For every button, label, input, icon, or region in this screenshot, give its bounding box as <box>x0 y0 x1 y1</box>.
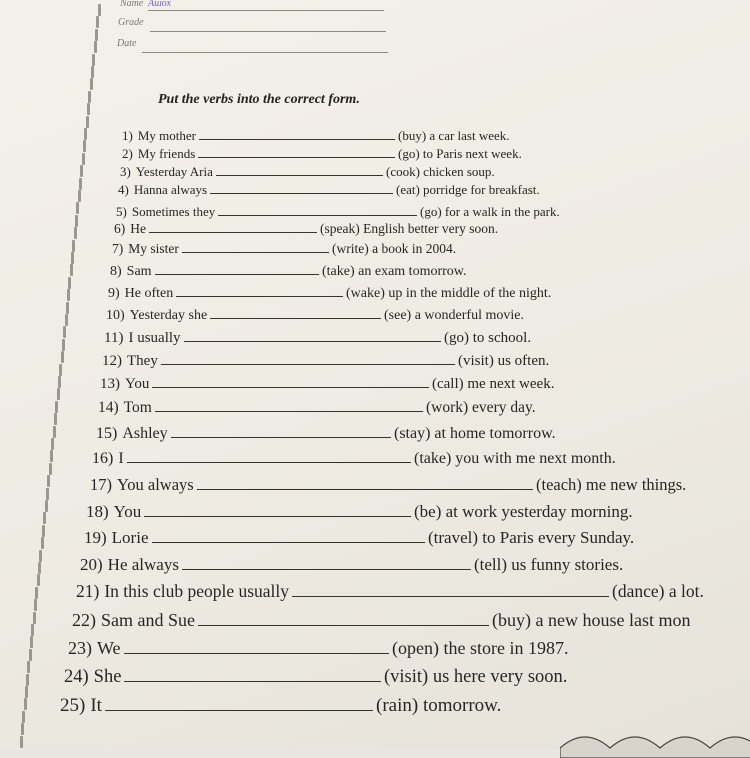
binding-hole <box>76 202 79 214</box>
exercise-number: 15) <box>96 425 118 443</box>
exercise-subject: Sometimes they <box>131 203 216 219</box>
answer-blank[interactable] <box>292 580 609 597</box>
instructions-title: Put the verbs into the correct form. <box>158 92 360 107</box>
binding-hole <box>67 289 70 301</box>
binding-hole <box>80 165 83 177</box>
verb-hint: (work) every day. <box>426 398 536 416</box>
binding-hole <box>37 574 40 586</box>
binding-hole <box>46 488 49 500</box>
exercise-row <box>92 448 616 468</box>
binding-hole <box>91 66 94 78</box>
answer-blank[interactable] <box>197 474 533 490</box>
answer-blank[interactable] <box>152 373 429 388</box>
verb-hint: (buy) a car last week. <box>398 127 510 143</box>
date-label: Date <box>117 38 137 49</box>
binding-hole <box>53 426 56 438</box>
verb-hint: (stay) at home tomorrow. <box>394 425 556 443</box>
exercise-number: 10) <box>106 307 125 323</box>
exercise-number: 23) <box>68 638 92 659</box>
binding-hole <box>87 103 90 115</box>
verb-hint: (rain) tomorrow. <box>376 695 502 717</box>
binding-hole <box>47 475 50 487</box>
verb-hint: (visit) us here very soon. <box>384 666 568 687</box>
verb-hint: (visit) us often. <box>458 352 550 369</box>
exercise-row <box>100 373 554 393</box>
exercise-number: 24) <box>64 666 89 687</box>
answer-blank[interactable] <box>155 261 319 275</box>
verb-hint: (write) a book in 2004. <box>332 241 457 257</box>
verb-hint: (take) you with me next month. <box>414 450 616 468</box>
binding-hole <box>54 413 57 425</box>
date-line <box>117 38 136 49</box>
binding-hole <box>24 698 27 710</box>
binding-hole <box>72 240 75 252</box>
exercise-subject: You <box>125 375 150 392</box>
verb-hint: (go) to school. <box>444 329 532 346</box>
binding-hole <box>39 550 42 562</box>
exercise-row <box>84 527 634 548</box>
exercise-row <box>122 127 510 144</box>
answer-blank[interactable] <box>198 145 395 158</box>
exercise-number: 13) <box>100 375 120 392</box>
binding-hole <box>63 326 66 338</box>
binding-hole <box>83 140 86 152</box>
answer-blank[interactable] <box>124 664 381 682</box>
binding-hole <box>45 500 48 512</box>
exercise-row <box>114 220 498 237</box>
exercise-subject: Yesterday Aria <box>135 163 213 179</box>
exercise-row <box>108 283 551 302</box>
exercise-number: 14) <box>98 398 119 416</box>
binding-hole <box>34 599 37 611</box>
exercise-number: 21) <box>76 580 100 601</box>
answer-blank[interactable] <box>176 283 343 297</box>
date-rule <box>142 52 388 53</box>
exercise-subject: He always <box>107 555 179 575</box>
binding-hole <box>29 649 32 661</box>
exercise-row <box>102 350 549 370</box>
binding-hole <box>58 376 61 388</box>
binding-hole <box>20 736 23 748</box>
binding-hole <box>31 624 34 636</box>
verb-hint: (take) an exam tomorrow. <box>322 263 467 279</box>
answer-blank[interactable] <box>182 240 329 253</box>
binding-hole <box>95 29 98 41</box>
binding-hole <box>90 78 93 90</box>
binding-hole <box>22 711 25 723</box>
verb-hint: (open) the store in 1987. <box>392 638 569 659</box>
answer-blank[interactable] <box>210 305 381 319</box>
binding-hole <box>27 661 30 673</box>
binding-hole <box>42 525 45 537</box>
name-value: Ашох <box>148 0 171 9</box>
exercise-subject: Hanna always <box>133 181 208 197</box>
answer-blank[interactable] <box>155 397 423 412</box>
name-line <box>120 0 143 9</box>
exercise-row <box>122 145 522 162</box>
exercise-number: 2) <box>122 145 133 161</box>
exercise-subject: My friends <box>137 145 196 161</box>
exercise-number: 19) <box>84 528 107 548</box>
verb-hint: (tell) us funny stories. <box>474 555 624 575</box>
exercise-row <box>116 203 560 220</box>
exercise-row <box>106 305 524 324</box>
exercise-number: 9) <box>108 285 120 301</box>
binding-hole <box>55 401 58 413</box>
binding-hole <box>25 686 28 698</box>
verb-hint: (dance) a lot. <box>612 580 704 601</box>
decorative-scallop-border <box>560 718 750 758</box>
answer-blank[interactable] <box>199 127 395 140</box>
verb-hint: (teach) me new things. <box>536 474 687 494</box>
grade-rule <box>150 31 386 32</box>
verb-hint: (cook) chicken soup. <box>386 163 495 179</box>
exercise-row <box>72 609 690 631</box>
binding-hole <box>92 54 95 66</box>
binding-hole <box>66 302 69 314</box>
answer-blank[interactable] <box>218 203 417 216</box>
binding-hole <box>61 351 64 363</box>
binding-hole <box>82 153 85 165</box>
binding-hole <box>41 537 44 549</box>
answer-blank[interactable] <box>182 554 471 570</box>
exercise-row <box>118 181 540 198</box>
binding-hole <box>21 723 24 735</box>
verb-hint: (call) me next week. <box>432 375 555 392</box>
binding-hole <box>57 388 60 400</box>
exercise-subject: Sam <box>126 263 152 279</box>
binding-hole <box>51 438 54 450</box>
binding-hole <box>75 215 78 227</box>
answer-blank[interactable] <box>216 163 383 176</box>
binding-hole <box>35 587 38 599</box>
exercise-subject: Sam and Sue <box>101 610 195 631</box>
verb-hint: (see) a wonderful movie. <box>384 307 524 323</box>
exercise-number: 7) <box>112 241 124 257</box>
binding-hole <box>65 314 68 326</box>
binding-hole <box>86 116 89 128</box>
exercise-number: 6) <box>114 221 126 237</box>
exercise-row <box>112 240 456 257</box>
exercise-row <box>120 163 495 180</box>
binding-hole <box>96 16 99 28</box>
exercise-subject: My sister <box>128 241 179 257</box>
exercise-subject: I usually <box>128 329 181 346</box>
exercise-row <box>90 474 686 495</box>
exercise-subject: They <box>127 352 158 369</box>
answer-blank[interactable] <box>149 220 317 233</box>
exercise-row <box>86 501 633 522</box>
binding-hole <box>98 4 101 16</box>
answer-blank[interactable] <box>184 327 441 342</box>
exercise-number: 17) <box>90 474 112 494</box>
answer-blank[interactable] <box>161 350 455 365</box>
exercise-number: 1) <box>122 127 133 143</box>
answer-blank[interactable] <box>105 693 373 711</box>
binding-hole <box>62 339 65 351</box>
exercise-subject: You <box>113 502 142 522</box>
exercise-number: 8) <box>110 263 122 279</box>
binding-hole <box>38 562 41 574</box>
verb-hint: (eat) porridge for breakfast. <box>396 181 540 197</box>
binding-hole <box>33 612 36 624</box>
binding-hole <box>70 264 73 276</box>
exercise-row <box>110 261 466 280</box>
exercise-subject: Ashley <box>122 425 168 443</box>
exercise-subject: I <box>118 450 124 468</box>
name-rule <box>148 10 384 11</box>
exercise-subject: Tom <box>123 398 152 416</box>
exercise-number: 20) <box>80 555 103 575</box>
binding-hole <box>50 450 53 462</box>
exercise-subject: My mother <box>137 127 196 143</box>
exercise-subject: She <box>93 666 122 687</box>
verb-hint: (go) to Paris next week. <box>398 145 522 161</box>
exercise-row <box>96 423 556 443</box>
exercise-number: 4) <box>118 181 129 197</box>
exercise-subject: You always <box>117 474 194 494</box>
binding-hole <box>94 41 97 53</box>
exercise-subject: Yesterday she <box>129 307 208 323</box>
binding-hole <box>74 227 77 239</box>
exercise-subject: It <box>90 695 102 717</box>
exercise-number: 5) <box>116 203 127 219</box>
binding-hole <box>26 674 29 686</box>
verb-hint: (buy) a new house last mon <box>492 610 691 631</box>
exercise-number: 25) <box>60 695 86 717</box>
exercise-number: 18) <box>86 502 109 522</box>
exercise-number: 12) <box>102 352 122 369</box>
answer-blank[interactable] <box>124 637 389 654</box>
verb-hint: (wake) up in the middle of the night. <box>346 285 552 301</box>
exercise-subject: We <box>97 638 121 659</box>
exercise-row <box>68 637 568 659</box>
binding-hole <box>88 91 91 103</box>
answer-blank[interactable] <box>198 609 489 626</box>
name-label: Name <box>120 0 144 9</box>
binding-hole <box>30 636 33 648</box>
binding-hole <box>43 512 46 524</box>
binding-hole <box>49 463 52 475</box>
answer-blank[interactable] <box>127 448 411 463</box>
answer-blank[interactable] <box>144 501 411 517</box>
exercise-row <box>104 327 531 347</box>
exercise-subject: He <box>130 221 146 237</box>
verb-hint: (travel) to Paris every Sunday. <box>428 528 635 548</box>
binding-hole <box>78 190 81 202</box>
answer-blank[interactable] <box>210 181 393 194</box>
exercise-subject: He often <box>124 285 174 301</box>
grade-line <box>118 17 144 28</box>
exercise-subject: In this club people usually <box>104 580 290 601</box>
exercise-number: 22) <box>72 610 96 631</box>
exercise-number: 3) <box>120 163 131 179</box>
exercise-number: 16) <box>92 450 114 468</box>
exercise-row <box>64 664 567 688</box>
exercise-number: 11) <box>104 329 124 346</box>
binding-hole <box>59 364 62 376</box>
exercise-subject: Lorie <box>111 528 149 548</box>
exercise-row <box>80 554 623 575</box>
binding-hole <box>71 252 74 264</box>
binding-hole <box>68 277 71 289</box>
exercise-row <box>98 397 536 417</box>
binding-hole <box>84 128 87 140</box>
grade-label: Grade <box>118 17 144 28</box>
exercise-row <box>76 580 704 602</box>
answer-blank[interactable] <box>171 423 391 438</box>
exercise-row <box>60 693 501 717</box>
binding-hole <box>79 178 82 190</box>
verb-hint: (be) at work yesterday morning. <box>414 502 633 522</box>
verb-hint: (go) for a walk in the park. <box>420 203 560 219</box>
verb-hint: (speak) English better very soon. <box>320 221 499 237</box>
answer-blank[interactable] <box>152 527 426 543</box>
